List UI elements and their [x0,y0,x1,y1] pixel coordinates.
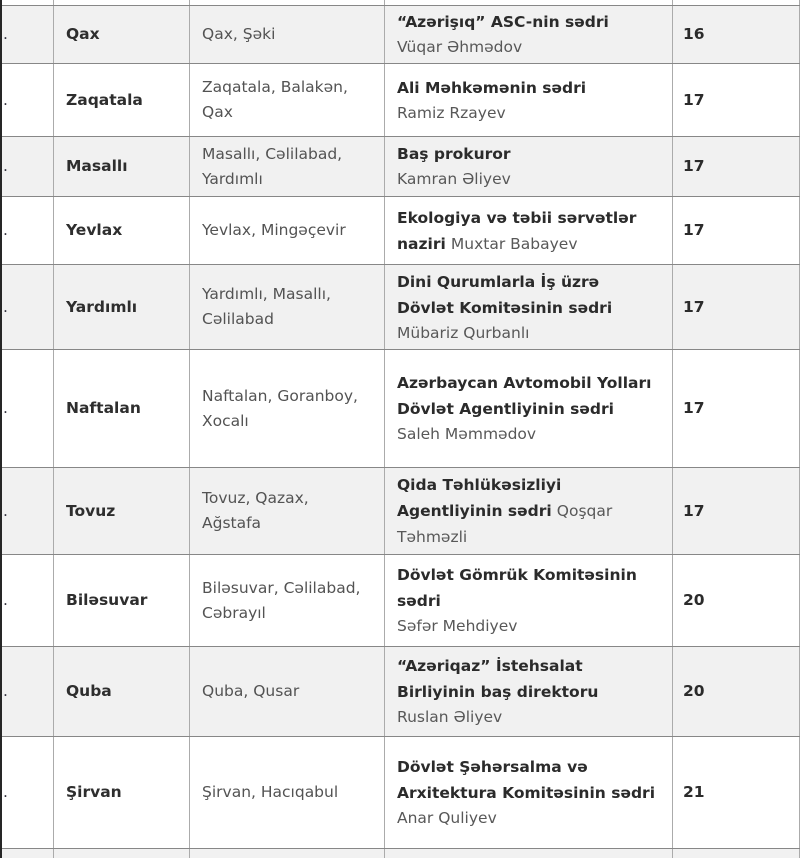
covered-regions-cell [190,137,385,196]
region-name-cell [54,197,190,264]
official-cell [385,0,673,5]
row-number-marker: . [3,221,8,239]
row-number-marker: . [3,157,8,175]
official-name: Kamran Əliyev [397,170,511,188]
left-edge-line [0,0,2,858]
count-cell [673,0,800,5]
covered-regions-cell [190,6,385,63]
count-value: 20 [683,682,705,700]
row-number-cell [0,849,54,858]
covered-regions-label: Zaqatala, Balakən, Qax [202,78,348,121]
official-info [397,141,660,192]
official-cell [385,197,673,264]
official-title: Baş prokuror [397,145,511,163]
row-number-cell [0,647,54,736]
official-title: Dövlət Gömrük Komitəsinin sədri [397,566,637,610]
row-number-cell [0,0,54,5]
table-row [0,468,800,555]
official-name: Mübariz Qurbanlı [397,323,530,342]
official-info [397,269,660,346]
row-number-cell [0,265,54,349]
covered-regions-label: Yardımlı, Masallı, Cəlilabad [202,285,331,328]
covered-regions-cell [190,197,385,264]
official-title: Dövlət Şəhərsalma və Arxitektura Komitəsinin sədri [397,758,656,802]
region-name-cell [54,64,190,136]
table-row [0,137,800,197]
row-number-marker: . [3,501,8,520]
table-row [0,555,800,647]
official-title: Ekologiya və təbii sərvətlər naziri [397,208,637,253]
region-name-label: Biləsuvar [66,591,148,609]
official-title: Azərbaycan Avtomobil Yolları Dövlət Agentliyinin sədri [397,374,652,418]
region-name-label: Şirvan [66,783,122,801]
covered-regions-label: Masallı, Cəlilabad, Yardımlı [202,144,343,188]
region-name-cell [54,6,190,63]
covered-regions-cell [190,555,385,646]
region-name-cell [54,265,190,349]
table-row [0,197,800,265]
official-name: Anar Quliyev [397,809,497,827]
covered-regions-cell [190,737,385,848]
count-value: 17 [683,399,705,417]
official-cell [385,6,673,63]
row-number-marker: . [3,297,8,316]
official-name: Vüqar Əhmədov [397,38,523,56]
table [0,6,800,849]
table-row [0,647,800,737]
official-info [397,205,660,257]
table-row [0,737,800,849]
region-name-cell [54,647,190,736]
official-info [397,370,660,447]
row-number-cell [0,64,54,136]
region-name-cell [54,350,190,467]
row-number-cell [0,468,54,554]
official-cell [385,265,673,349]
count-value: 17 [683,221,705,239]
covered-regions-label: Qax, Şəki [202,25,276,43]
official-info [397,9,660,60]
row-number-cell [0,737,54,848]
region-name-label: Naftalan [66,399,141,417]
official-info [397,754,660,831]
official-name: Ramiz Rzayev [397,103,506,122]
official-cell [385,137,673,196]
count-value: 17 [683,90,705,109]
row-number-marker: . [3,591,8,609]
row-number-marker: . [3,90,8,109]
official-cell [385,555,673,646]
count-cell [673,468,800,554]
region-name-cell [54,0,190,5]
bottom-partial-row [0,849,800,858]
count-value: 17 [683,157,705,175]
official-cell [385,849,673,858]
covered-regions-cell [190,849,385,858]
table-row [0,6,800,64]
official-name: Ruslan Əliyev [397,708,503,726]
covered-regions-cell [190,0,385,5]
covered-regions-label: Tovuz, Qazax, Ağstafa [202,489,309,532]
region-name-label: Yevlax [66,221,123,239]
region-name-label: Quba [66,682,112,700]
covered-regions-cell [190,64,385,136]
covered-regions-label: Biləsuvar, Cəlilabad, Cəbrayıl [202,578,361,622]
count-cell [673,849,800,858]
count-value: 16 [683,25,705,43]
region-name-cell [54,468,190,554]
covered-regions-cell [190,647,385,736]
region-name-label: Yardımlı [66,297,138,316]
region-name-cell [54,555,190,646]
official-name: Səfər Mehdiyev [397,617,518,635]
region-name-label: Masallı [66,157,128,175]
official-info [397,472,660,550]
count-value: 17 [683,501,705,520]
covered-regions-cell [190,350,385,467]
covered-regions-label: Yevlax, Mingəçevir [202,221,346,239]
official-info [397,75,660,126]
region-name-cell [54,849,190,858]
row-number-cell [0,137,54,196]
official-title: Dini Qurumlarla İş üzrə Dövlət Komitəsinin sədri [397,272,613,317]
region-name-label: Zaqatala [66,90,143,109]
official-cell [385,350,673,467]
count-cell [673,350,800,467]
count-value: 20 [683,591,705,609]
count-cell [673,265,800,349]
official-cell [385,64,673,136]
official-name: Muxtar Babayev [450,234,578,253]
official-cell [385,647,673,736]
table-row [0,265,800,350]
count-cell [673,6,800,63]
count-value: 21 [683,783,705,801]
covered-regions-label: Naftalan, Goranboy, Xocalı [202,386,358,430]
official-title: Ali Məhkəmənin sədri [397,78,587,97]
row-number-cell [0,6,54,63]
table-row [0,64,800,137]
official-name: Saleh Məmmədov [397,425,537,443]
row-number-cell [0,350,54,467]
table-row [0,350,800,468]
region-name-cell [54,737,190,848]
row-number-marker: . [3,399,8,417]
count-cell [673,555,800,646]
count-cell [673,647,800,736]
official-name: Qoşqar Təhməzli [397,502,613,546]
count-cell [673,137,800,196]
count-value: 17 [683,297,705,316]
region-name-label: Qax [66,25,100,43]
covered-regions-cell [190,468,385,554]
region-name-cell [54,137,190,196]
row-number-cell [0,197,54,264]
row-number-marker: . [3,25,8,43]
official-info [397,653,660,730]
row-number-marker: . [3,682,8,700]
official-info [397,562,660,639]
row-number-marker: . [3,783,8,801]
count-cell [673,737,800,848]
official-title: “Azərişıq” ASC-nin sədri [397,13,609,31]
covered-regions-label: Şirvan, Hacıqabul [202,783,339,801]
row-number-cell [0,555,54,646]
count-cell [673,197,800,264]
count-cell [673,64,800,136]
covered-regions-cell [190,265,385,349]
official-cell [385,737,673,848]
official-title: “Azəriqaz” İstehsalat Birliyinin baş direktoru [397,657,599,701]
official-cell [385,468,673,554]
official-title: Qida Təhlükəsizliyi Agentliyinin sədri [397,476,562,520]
covered-regions-label: Quba, Qusar [202,682,300,700]
region-name-label: Tovuz [66,501,116,520]
